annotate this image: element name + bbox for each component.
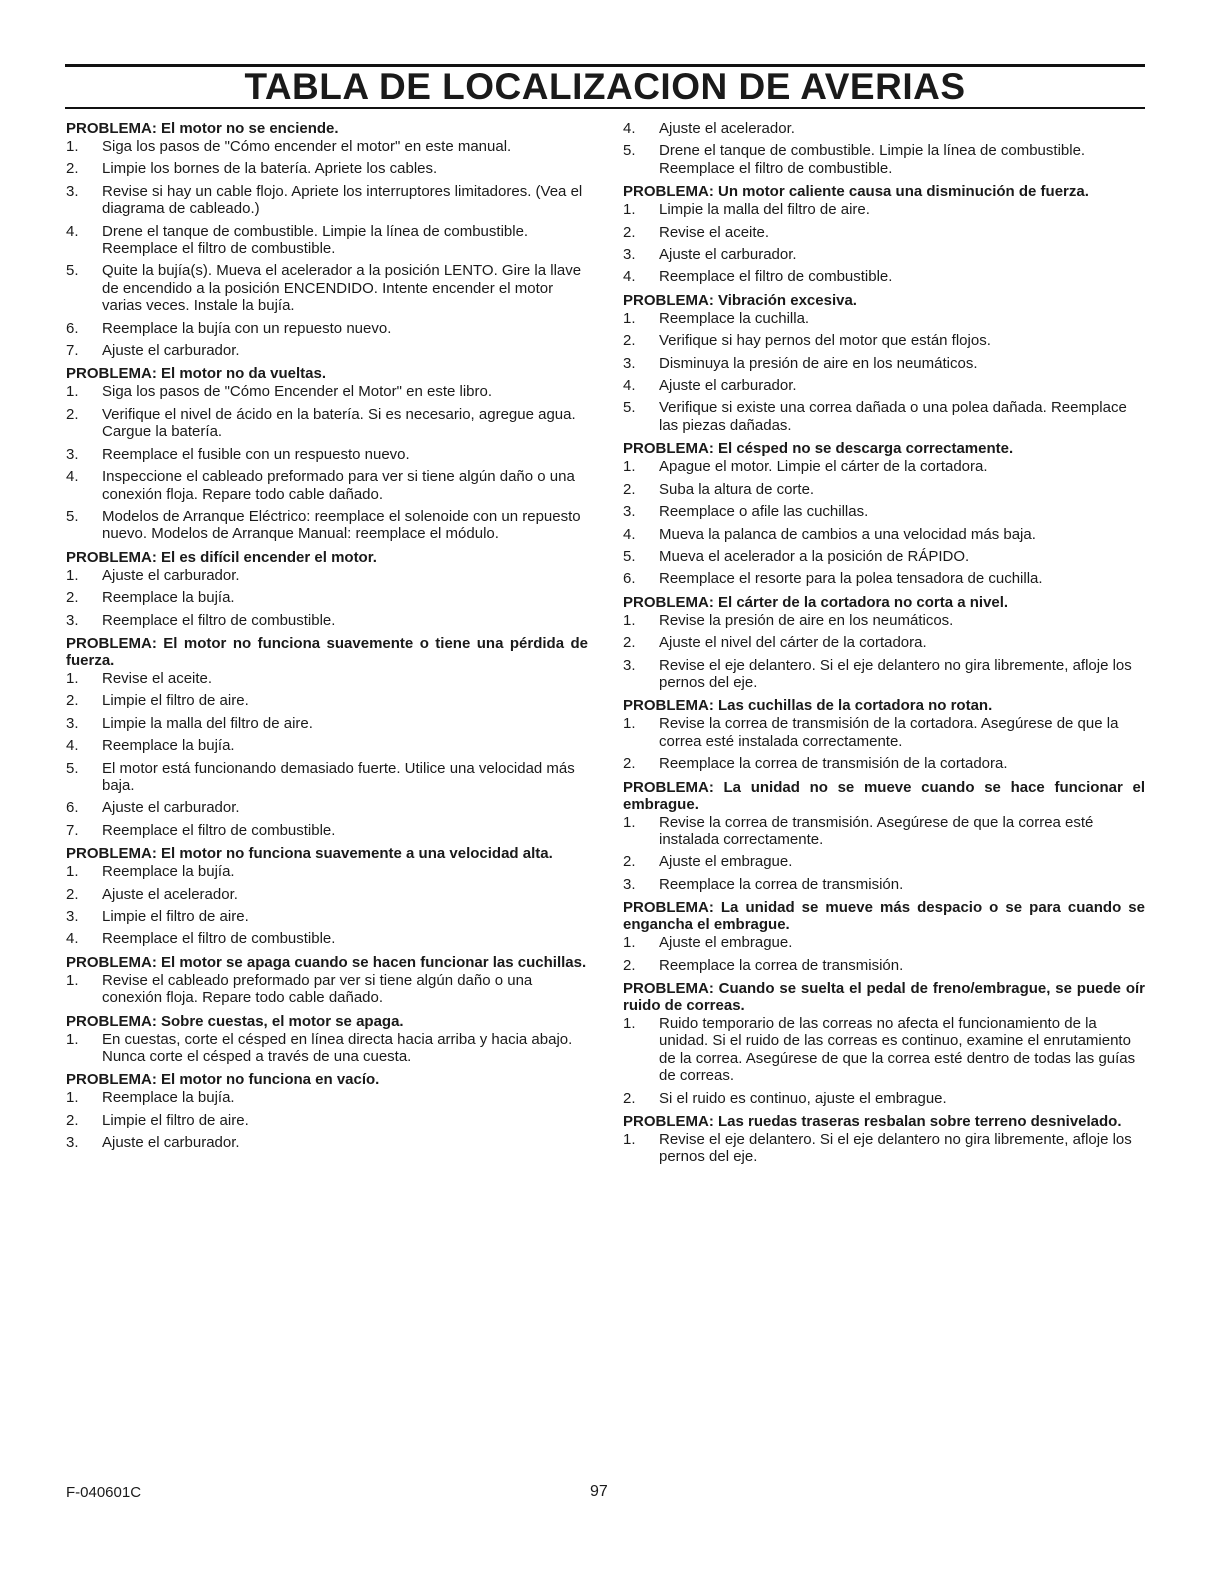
problem-section: [66, 635, 588, 839]
step-number: 3.: [66, 714, 79, 732]
step-text: Limpie el filtro de aire.: [102, 1111, 249, 1129]
step-text: Reemplace la correa de transmisión de la cortadora.: [659, 755, 1008, 773]
problem-heading: PROBLEMA: El motor se apaga cuando se hacen funcionar las cuchillas.: [66, 953, 587, 971]
step-number: 4.: [66, 222, 79, 240]
step-text: Siga los pasos de "Cómo Encender el Motor" en este libro.: [102, 383, 493, 401]
solution-step: [66, 822, 588, 839]
step-number: 7.: [66, 821, 79, 839]
step-text: Reemplace el filtro de combustible.: [659, 268, 893, 286]
step-text: Ajuste el carburador.: [102, 342, 240, 360]
step-text: Ruido temporario de las correas no afecta el funcionamiento de la unidad. Si el ruido de las correas es continuo, examine el enrutamiento de la correa. Asegúrese de que la correa esté dentro de todas las guías de correas.: [659, 1015, 1136, 1085]
step-number: 1.: [66, 383, 79, 401]
step-number: 4.: [66, 468, 79, 486]
problem-heading: PROBLEMA: El motor no da vueltas.: [66, 365, 327, 383]
step-text: Revise si hay un cable flojo. Apriete los interruptores limitadores. (Vea el diagrama de cableado.): [102, 182, 583, 218]
step-number: 1.: [623, 1015, 636, 1032]
title-bottom-rule: [65, 107, 1145, 109]
problem-section: [623, 899, 1145, 974]
step-text: En cuestas, corte el césped en línea directa hacia arriba y hacia abajo. Nunca corte el césped a través de una cuesta.: [102, 1030, 573, 1066]
step-number: 2.: [66, 885, 79, 903]
step-text: Limpie los bornes de la batería. Apriete los cables.: [102, 160, 438, 178]
solution-step: [623, 1131, 1145, 1166]
step-text: Modelos de Arranque Eléctrico: reemplace el solenoide con un repuesto nuevo. Modelos de Arranque Manual: reemplace el módulo.: [102, 507, 581, 543]
step-number: 1.: [66, 1030, 79, 1048]
step-number: 2.: [66, 405, 79, 423]
page-number: 97: [590, 1483, 608, 1500]
step-text: Revise el aceite.: [659, 223, 770, 241]
step-number: 2.: [623, 755, 636, 773]
solution-steps: [623, 715, 1145, 772]
problem-section: [66, 365, 588, 542]
problem-section: [623, 594, 1145, 692]
solution-steps: [623, 201, 1145, 286]
problem-section: [66, 120, 588, 359]
problem-heading: PROBLEMA: El motor no funciona suavemente a una velocidad alta.: [66, 845, 553, 863]
step-text: Ajuste el carburador.: [659, 377, 797, 395]
step-number: 5.: [66, 262, 79, 280]
solution-step: [66, 760, 588, 795]
solution-step: [66, 223, 588, 258]
solution-step: [623, 1090, 1145, 1107]
solution-steps: [66, 1031, 588, 1066]
step-number: 4.: [623, 268, 636, 286]
problem-heading: PROBLEMA: El cárter de la cortadora no corta a nivel.: [623, 593, 1009, 611]
solution-step: [623, 268, 1145, 285]
solution-step: [623, 142, 1145, 177]
problem-section: [623, 440, 1145, 587]
solution-steps: [623, 1015, 1145, 1107]
step-number: 4.: [66, 737, 79, 755]
problem-section: [623, 980, 1145, 1107]
step-number: 1.: [66, 566, 79, 584]
step-text: Quite la bujía(s). Mueva el acelerador a la posición LENTO. Gire la llave de encendido a la posición ENCENDIDO. Intente encender el motor varias veces. Instale la bujía.: [102, 262, 582, 315]
step-number: 4.: [623, 377, 636, 395]
step-text: Limpie la malla del filtro de aire.: [102, 714, 313, 732]
solution-step: [66, 886, 588, 903]
problem-heading: PROBLEMA: El es difícil encender el motor.: [66, 548, 377, 566]
solution-step: [66, 567, 588, 584]
step-number: 5.: [66, 759, 79, 777]
step-text: Ajuste el carburador.: [659, 246, 797, 264]
step-text: Revise la presión de aire en los neumáticos.: [659, 611, 954, 629]
solution-steps: [623, 1131, 1145, 1166]
solution-step: [623, 548, 1145, 565]
solution-step: [66, 1031, 588, 1066]
step-text: Verifique si existe una correa dañada o una polea dañada. Reemplace las piezas dañadas.: [659, 399, 1127, 434]
step-text: Reemplace la bujía.: [102, 1089, 235, 1107]
solution-step: [623, 657, 1145, 692]
step-text: Ajuste el carburador.: [102, 799, 240, 817]
solution-step: [623, 814, 1145, 849]
solution-steps: [623, 934, 1145, 974]
solution-step: [623, 876, 1145, 893]
solution-steps: [66, 670, 588, 839]
problem-heading: PROBLEMA: Las cuchillas de la cortadora no rotan.: [623, 697, 993, 715]
solution-step: [66, 468, 588, 503]
solution-step: [623, 715, 1145, 750]
step-number: 2.: [623, 853, 636, 871]
step-text: Ajuste el embrague.: [659, 934, 793, 952]
step-text: Ajuste el carburador.: [102, 1134, 240, 1152]
solution-steps: [66, 972, 588, 1007]
solution-step: [623, 755, 1145, 772]
step-number: 3.: [66, 445, 79, 463]
step-text: Reemplace el fusible con un respuesto nuevo.: [102, 445, 410, 463]
step-text: Ajuste el carburador.: [102, 566, 240, 584]
problem-section: [66, 549, 588, 629]
step-text: Inspeccione el cableado preformado para ver si tiene algún daño o una conexión floja. Repare todo cable dañado.: [102, 468, 575, 503]
step-text: Si el ruido es continuo, ajuste el embrague.: [659, 1089, 947, 1107]
step-text: Reemplace la bujía.: [102, 589, 235, 607]
step-number: 3.: [66, 908, 79, 925]
solution-step: [66, 138, 588, 155]
solution-steps: [66, 567, 588, 629]
step-number: 2.: [623, 956, 636, 974]
step-number: 2.: [66, 692, 79, 710]
solution-step: [623, 246, 1145, 263]
left-column: [66, 120, 588, 1158]
step-number: 2.: [66, 1111, 79, 1129]
step-number: 4.: [623, 120, 636, 137]
solution-step: [66, 183, 588, 218]
solution-steps: [66, 863, 588, 948]
step-text: Reemplace el filtro de combustible.: [102, 930, 336, 948]
step-number: 1.: [66, 138, 79, 155]
solution-step: [66, 1134, 588, 1151]
solution-step: [66, 612, 588, 629]
solution-step: [66, 262, 588, 314]
step-number: 1.: [623, 715, 636, 733]
step-number: 2.: [66, 160, 79, 178]
step-number: 1.: [66, 971, 79, 989]
solution-steps: [66, 1089, 588, 1151]
solution-step: [66, 670, 588, 687]
step-text: Reemplace el filtro de combustible.: [102, 821, 336, 839]
solution-steps: [623, 120, 1145, 177]
problem-section: [66, 1013, 588, 1066]
problem-heading: PROBLEMA: El motor no funciona en vacío.: [66, 1071, 380, 1089]
solution-step: [623, 481, 1145, 498]
solution-step: [623, 612, 1145, 629]
step-number: 3.: [623, 503, 636, 521]
step-number: 1.: [623, 934, 636, 952]
step-text: Revise el cableado preformado par ver si tiene algún daño o una conexión floja. Repare todo cable dañado.: [102, 971, 533, 1007]
problem-heading: PROBLEMA: La unidad no se mueve cuando se hace funcionar el embrague.: [623, 778, 1145, 813]
step-text: Ajuste el embrague.: [659, 853, 793, 871]
solution-step: [66, 383, 588, 400]
solution-step: [623, 224, 1145, 241]
step-text: Reemplace el filtro de combustible.: [102, 611, 336, 629]
solution-step: [623, 310, 1145, 327]
solution-step: [623, 377, 1145, 394]
solution-step: [66, 160, 588, 177]
problem-heading: PROBLEMA: El motor no funciona suavemente o tiene una pérdida de fuerza.: [66, 634, 588, 669]
problem-heading: PROBLEMA: Sobre cuestas, el motor se apaga.: [66, 1012, 404, 1030]
solution-step: [66, 446, 588, 463]
problem-section: [66, 1071, 588, 1151]
footer-document-code: F-040601C: [66, 1484, 142, 1501]
solution-step: [66, 508, 588, 543]
solution-step: [623, 332, 1145, 349]
problem-heading: PROBLEMA: Las ruedas traseras resbalan sobre terreno desnivelado.: [623, 1113, 1122, 1131]
step-text: Reemplace la cuchilla.: [659, 309, 810, 327]
problem-section: [623, 120, 1145, 177]
step-number: 5.: [66, 507, 79, 525]
step-number: 6.: [66, 799, 79, 817]
step-text: Reemplace la correa de transmisión.: [659, 956, 904, 974]
step-text: Verifique el nivel de ácido en la batería. Si es necesario, agregue agua. Cargue la batería.: [102, 405, 576, 441]
solution-step: [623, 458, 1145, 475]
step-text: Reemplace o afile las cuchillas.: [659, 503, 869, 521]
step-text: Reemplace la bujía con un repuesto nuevo.: [102, 319, 392, 337]
solution-step: [623, 570, 1145, 587]
step-text: Disminuya la presión de aire en los neumáticos.: [659, 354, 978, 372]
step-text: Apague el motor. Limpie el cárter de la cortadora.: [659, 458, 988, 476]
page-title: TABLA DE LOCALIZACION DE AVERIAS: [244, 66, 966, 107]
step-text: Siga los pasos de "Cómo encender el motor" en este manual.: [102, 138, 512, 155]
solution-step: [66, 342, 588, 359]
step-text: Drene el tanque de combustible. Limpie la línea de combustible. Reemplace el filtro de combustible.: [659, 142, 1086, 177]
problem-heading: PROBLEMA: El motor no se enciende.: [66, 120, 339, 137]
solution-step: [623, 934, 1145, 951]
right-column: [623, 120, 1145, 1172]
problem-section: [623, 1113, 1145, 1166]
step-number: 2.: [623, 634, 636, 652]
step-number: 3.: [623, 246, 636, 264]
step-number: 3.: [66, 182, 79, 200]
problem-heading: PROBLEMA: Un motor caliente causa una disminución de fuerza.: [623, 183, 1089, 201]
step-text: Revise la correa de transmisión de la cortadora. Asegúrese de que la correa esté instalada correctamente.: [659, 715, 1119, 750]
problem-section: [66, 954, 588, 1007]
step-text: Limpie el filtro de aire.: [102, 692, 249, 710]
step-number: 3.: [66, 611, 79, 629]
solution-steps: [623, 458, 1145, 587]
solution-step: [623, 957, 1145, 974]
solution-step: [623, 634, 1145, 651]
step-number: 1.: [623, 309, 636, 327]
solution-step: [623, 120, 1145, 137]
step-number: 6.: [623, 570, 636, 588]
solution-step: [66, 1112, 588, 1129]
problem-section: [623, 779, 1145, 894]
step-text: Mueva el acelerador a la posición de RÁPIDO.: [659, 547, 970, 565]
step-number: 6.: [66, 319, 79, 337]
solution-step: [623, 853, 1145, 870]
step-number: 1.: [623, 1131, 636, 1149]
solution-step: [66, 692, 588, 709]
solution-step: [66, 908, 588, 925]
problem-section: [623, 292, 1145, 434]
step-number: 1.: [623, 458, 636, 476]
problem-heading: PROBLEMA: Vibración excesiva.: [623, 291, 857, 309]
problem-heading: PROBLEMA: La unidad se mueve más despacio o se para cuando se engancha el embrague.: [623, 899, 1145, 934]
problem-section: [623, 697, 1145, 772]
solution-steps: [66, 383, 588, 542]
solution-step: [66, 737, 588, 754]
step-text: Reemplace la bujía.: [102, 737, 235, 755]
step-number: 2.: [623, 223, 636, 241]
solution-steps: [623, 612, 1145, 692]
solution-step: [66, 320, 588, 337]
step-number: 1.: [66, 669, 79, 687]
solution-step: [66, 799, 588, 816]
step-number: 4.: [66, 930, 79, 948]
step-text: Reemplace la bujía.: [102, 863, 235, 881]
solution-step: [623, 1015, 1145, 1085]
step-number: 7.: [66, 342, 79, 360]
step-number: 3.: [66, 1134, 79, 1152]
step-number: 2.: [623, 1089, 636, 1107]
step-number: 1.: [623, 201, 636, 219]
step-number: 2.: [66, 589, 79, 607]
step-text: Suba la altura de corte.: [659, 480, 815, 498]
step-text: Revise el aceite.: [102, 669, 213, 687]
step-number: 5.: [623, 399, 636, 417]
problem-heading: PROBLEMA: Cuando se suelta el pedal de freno/embrague, se puede oír ruido de correas.: [623, 980, 1145, 1014]
solution-step: [66, 715, 588, 732]
step-text: Reemplace el resorte para la polea tensadora de cuchilla.: [659, 570, 1043, 588]
step-number: 1.: [66, 863, 79, 881]
solution-step: [66, 930, 588, 947]
solution-step: [66, 589, 588, 606]
problem-section: [623, 183, 1145, 286]
step-number: 3.: [623, 354, 636, 372]
solution-step: [66, 972, 588, 1007]
step-text: Limpie el filtro de aire.: [102, 908, 249, 925]
problem-heading: PROBLEMA: El césped no se descarga correctamente.: [623, 440, 1014, 458]
solution-step: [66, 406, 588, 441]
step-text: El motor está funcionando demasiado fuerte. Utilice una velocidad más baja.: [102, 759, 575, 794]
solution-step: [623, 201, 1145, 218]
step-number: 1.: [623, 813, 636, 831]
step-number: 4.: [623, 525, 636, 543]
solution-step: [623, 526, 1145, 543]
step-text: Ajuste el acelerador.: [102, 885, 238, 903]
solution-step: [623, 399, 1145, 434]
step-number: 3.: [623, 875, 636, 893]
step-number: 5.: [623, 547, 636, 565]
step-text: Mueva la palanca de cambios a una velocidad más baja.: [659, 525, 1036, 543]
solution-steps: [623, 310, 1145, 434]
step-number: 1.: [66, 1089, 79, 1107]
step-text: Limpie la malla del filtro de aire.: [659, 201, 870, 219]
solution-step: [623, 355, 1145, 372]
step-text: Revise el eje delantero. Si el eje delantero no gira libremente, afloje los pernos del eje.: [659, 656, 1132, 691]
step-number: 1.: [623, 611, 636, 629]
step-text: Ajuste el acelerador.: [659, 120, 795, 137]
step-number: 3.: [623, 656, 636, 674]
solution-step: [623, 503, 1145, 520]
solution-step: [66, 863, 588, 880]
step-number: 2.: [623, 332, 636, 350]
solution-step: [66, 1089, 588, 1106]
step-text: Reemplace la correa de transmisión.: [659, 875, 904, 893]
step-text: Revise la correa de transmisión. Asegúrese de que la correa esté instalada correctamente.: [659, 813, 1094, 848]
step-text: Ajuste el nivel del cárter de la cortadora.: [659, 634, 927, 652]
solution-steps: [66, 138, 588, 359]
step-text: Verifique si hay pernos del motor que están flojos.: [659, 332, 991, 350]
problem-section: [66, 845, 588, 948]
step-text: Drene el tanque de combustible. Limpie la línea de combustible. Reemplace el filtro de combustible.: [102, 222, 529, 258]
step-text: Revise el eje delantero. Si el eje delantero no gira libremente, afloje los pernos del eje.: [659, 1131, 1132, 1166]
step-number: 2.: [623, 480, 636, 498]
step-number: 5.: [623, 142, 636, 160]
solution-steps: [623, 814, 1145, 894]
